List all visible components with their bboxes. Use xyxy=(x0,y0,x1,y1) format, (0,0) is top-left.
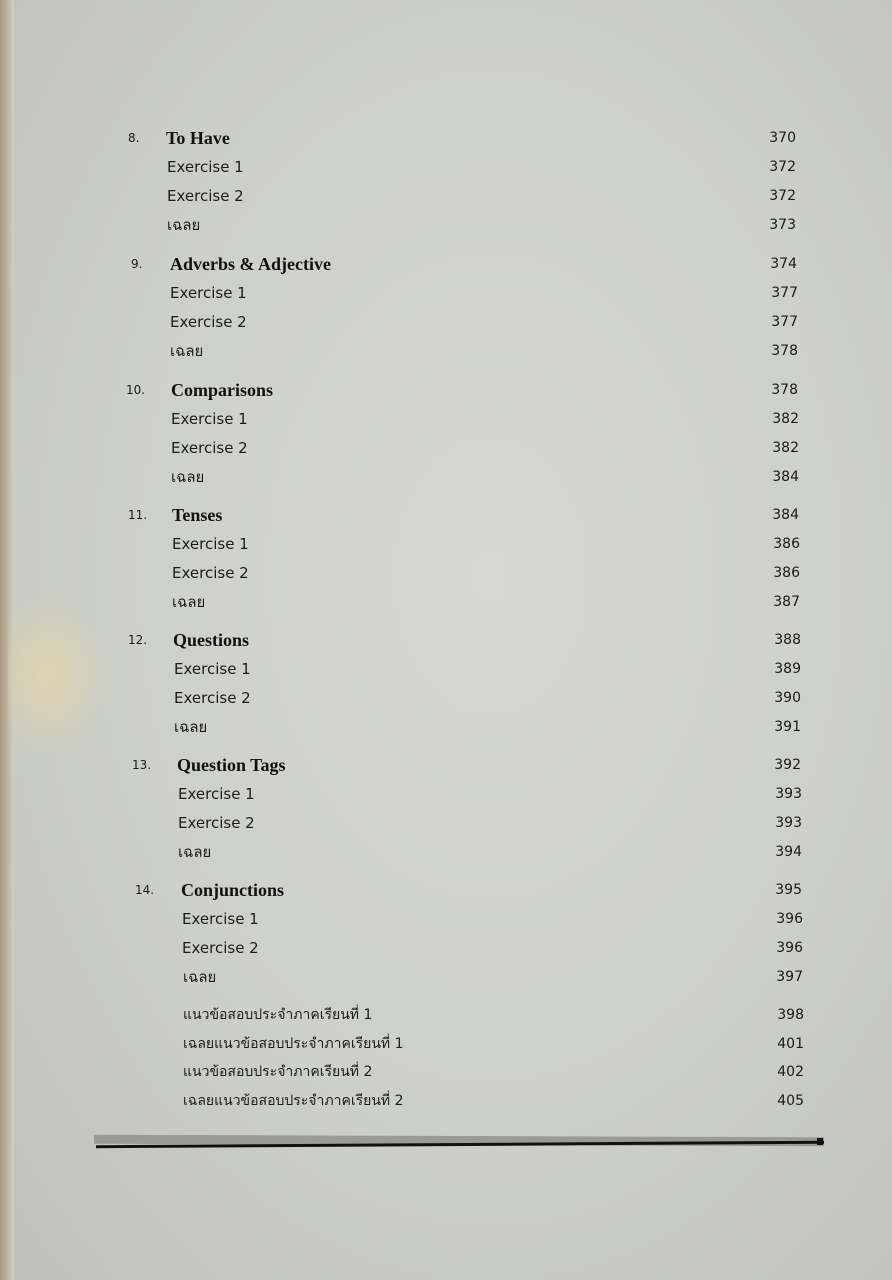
footer-rule-end xyxy=(817,1138,823,1145)
exam-entry-page: 398 xyxy=(777,1007,804,1023)
section-title: Conjunctions xyxy=(181,880,285,900)
exam-entry-label: แนวข้อสอบประจำภาคเรียนที่ 2 xyxy=(183,1064,373,1080)
section-page: 395 xyxy=(775,882,802,898)
section-page: 370 xyxy=(769,130,796,146)
toc-item-page: 387 xyxy=(773,594,800,610)
section-number: 12. xyxy=(128,633,148,647)
toc-item-label: เฉลย xyxy=(167,216,201,234)
toc-item-page: 397 xyxy=(776,969,803,985)
exam-entry-label: แนวข้อสอบประจำภาคเรียนที่ 1 xyxy=(183,1007,373,1023)
section-number: 11. xyxy=(128,508,148,522)
section-number: 13. xyxy=(132,758,152,772)
exam-entry-label: เฉลยแนวข้อสอบประจำภาคเรียนที่ 1 xyxy=(183,1036,404,1052)
toc-item-label: Exercise 2 xyxy=(174,689,251,707)
section-number: 14. xyxy=(135,883,155,897)
toc-item-label: Exercise 2 xyxy=(178,814,255,832)
toc-item-label: เฉลย xyxy=(178,843,212,861)
toc-item-label: เฉลย xyxy=(171,468,205,486)
toc-item-label: เฉลย xyxy=(174,718,208,736)
toc-item-page: 372 xyxy=(769,188,796,204)
section-number: 8. xyxy=(128,131,140,145)
toc-item-page: 389 xyxy=(774,661,801,677)
toc-item-page: 377 xyxy=(771,314,798,330)
section-title: To Have xyxy=(166,128,230,148)
toc-item-label: Exercise 2 xyxy=(182,939,259,957)
toc-item-label: Exercise 1 xyxy=(178,785,255,803)
section-page: 388 xyxy=(774,632,801,648)
section-title: Comparisons xyxy=(171,380,274,400)
toc-item-label: Exercise 1 xyxy=(167,158,244,176)
toc-item-label: Exercise 1 xyxy=(170,284,247,302)
toc-item-label: Exercise 1 xyxy=(172,535,249,553)
toc-item-page: 396 xyxy=(776,911,803,927)
toc-item-label: Exercise 1 xyxy=(182,910,259,928)
toc-item-page: 393 xyxy=(775,786,802,802)
toc-item-page: 391 xyxy=(774,719,801,735)
toc-item-page: 384 xyxy=(772,469,799,485)
toc-item-label: Exercise 2 xyxy=(172,564,249,582)
toc-item-page: 390 xyxy=(774,690,801,706)
toc-item-label: เฉลย xyxy=(172,593,206,611)
toc-item-page: 393 xyxy=(775,815,802,831)
toc-item-label: Exercise 1 xyxy=(171,410,248,428)
toc-item-page: 382 xyxy=(772,411,799,427)
toc-item-label: เฉลย xyxy=(183,968,217,986)
exam-entry-page: 402 xyxy=(777,1064,804,1080)
section-page: 374 xyxy=(770,256,797,272)
toc-item-page: 377 xyxy=(771,285,798,301)
toc-item-label: Exercise 2 xyxy=(170,313,247,331)
toc-item-page: 372 xyxy=(769,159,796,175)
exam-entry-label: เฉลยแนวข้อสอบประจำภาคเรียนที่ 2 xyxy=(183,1093,404,1109)
section-page: 392 xyxy=(774,757,801,773)
exam-entry-page: 405 xyxy=(777,1093,804,1109)
section-title: Adverbs & Adjective xyxy=(170,254,331,274)
section-page: 378 xyxy=(771,382,798,398)
toc-item-page: 396 xyxy=(776,940,803,956)
toc-item-page: 378 xyxy=(771,343,798,359)
section-number: 9. xyxy=(131,257,143,271)
section-number: 10. xyxy=(126,383,146,397)
toc-item-page: 386 xyxy=(773,565,800,581)
toc-item-page: 394 xyxy=(775,844,802,860)
toc-item-page: 386 xyxy=(773,536,800,552)
paper-stain xyxy=(8,600,103,750)
section-title: Questions xyxy=(173,630,250,650)
section-title: Tenses xyxy=(172,505,223,525)
toc-item-label: Exercise 2 xyxy=(171,439,248,457)
toc-item-label: Exercise 2 xyxy=(167,187,244,205)
toc-item-label: Exercise 1 xyxy=(174,660,251,678)
toc-item-label: เฉลย xyxy=(170,342,204,360)
section-title: Question Tags xyxy=(177,755,286,775)
toc-item-page: 373 xyxy=(769,217,796,233)
section-page: 384 xyxy=(772,507,799,523)
exam-entry-page: 401 xyxy=(777,1036,804,1052)
toc-item-page: 382 xyxy=(772,440,799,456)
